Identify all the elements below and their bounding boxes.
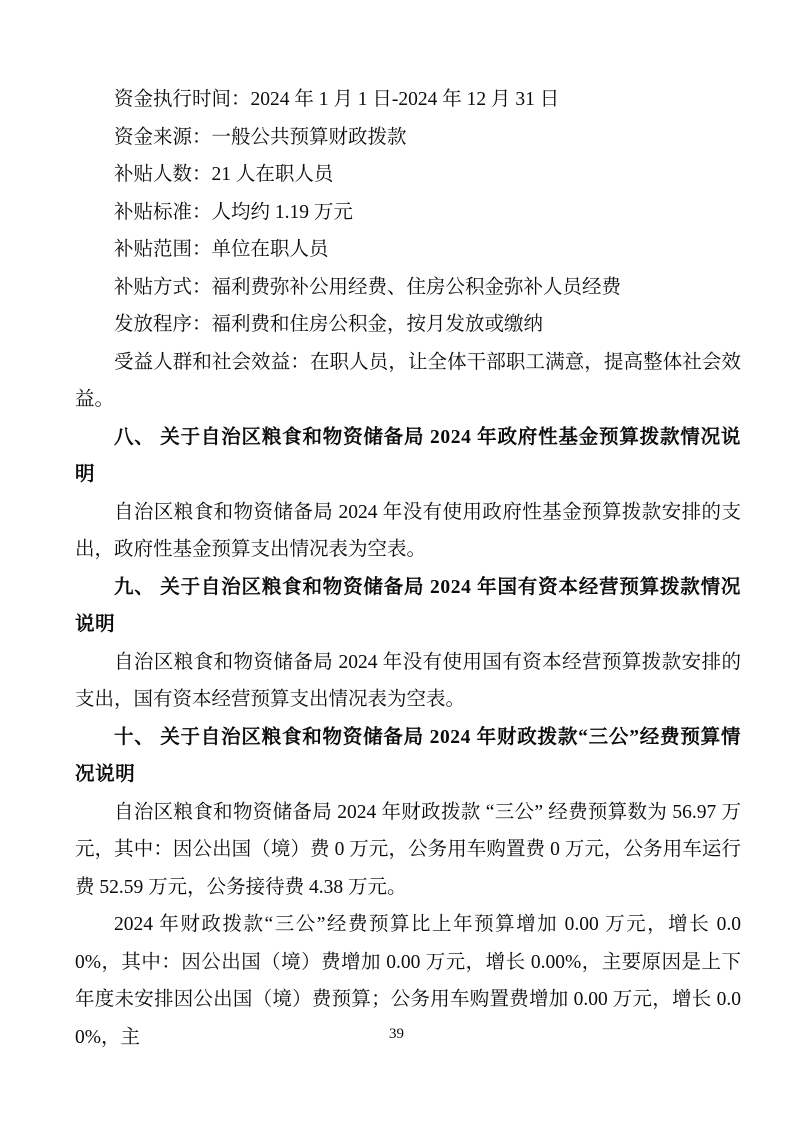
section-heading: 九、 关于自治区粮食和物资储备局 2024 年国有资本经营预算拨款情况说明	[75, 576, 741, 635]
paragraph: 补贴范围：单位在职人员	[114, 239, 329, 260]
paragraph: 资金执行时间：2024 年 1 月 1 日-2024 年 12 月 31 日	[114, 89, 560, 110]
section-heading: 十、 关于自治区粮食和物资储备局 2024 年财政拨款“三公”经费预算情况说明	[75, 726, 741, 785]
paragraph: 补贴人数：21 人在职人员	[114, 164, 334, 185]
paragraph: 2024 年财政拨款“三公”经费预算比上年预算增加 0.00 万元，增长 0.00%，其中：因公出国（境）费增加 0.00 万元，增长 0.00%，主要原因是上下年度未安排因公出国（境）费预算；公务用车购置费增加 0.00 万元，增长 0.00%，主	[75, 914, 741, 1048]
page-number: 39	[389, 1026, 404, 1042]
paragraph: 资金来源：一般公共预算财政拨款	[114, 126, 407, 148]
paragraph: 发放程序：福利费和住房公积金，按月发放或缴纳	[114, 314, 544, 335]
paragraph: 受益人群和社会效益：在职人员，让全体干部职工满意，提高整体社会效益。	[75, 351, 741, 410]
document-body	[75, 81, 741, 1056]
paragraph: 补贴标准：人均约 1.19 万元	[114, 201, 353, 223]
paragraph: 自治区粮食和物资储备局 2024 年没有使用政府性基金预算拨款安排的支出，政府性基金预算支出情况表为空表。	[75, 501, 741, 560]
section-heading: 八、 关于自治区粮食和物资储备局 2024 年政府性基金预算拨款情况说明	[75, 426, 741, 485]
paragraph: 自治区粮食和物资储备局 2024 年财政拨款 “三公” 经费预算数为 56.97 万元，其中：因公出国（境）费 0 万元，公务用车购置费 0 万元，公务用车运行费 52.59 万元，公务接待费 4.38 万元。	[75, 801, 741, 898]
paragraph: 自治区粮食和物资储备局 2024 年没有使用国有资本经营预算拨款安排的支出，国有资本经营预算支出情况表为空表。	[75, 651, 741, 710]
paragraph: 补贴方式：福利费弥补公用经费、住房公积金弥补人员经费	[114, 276, 622, 298]
